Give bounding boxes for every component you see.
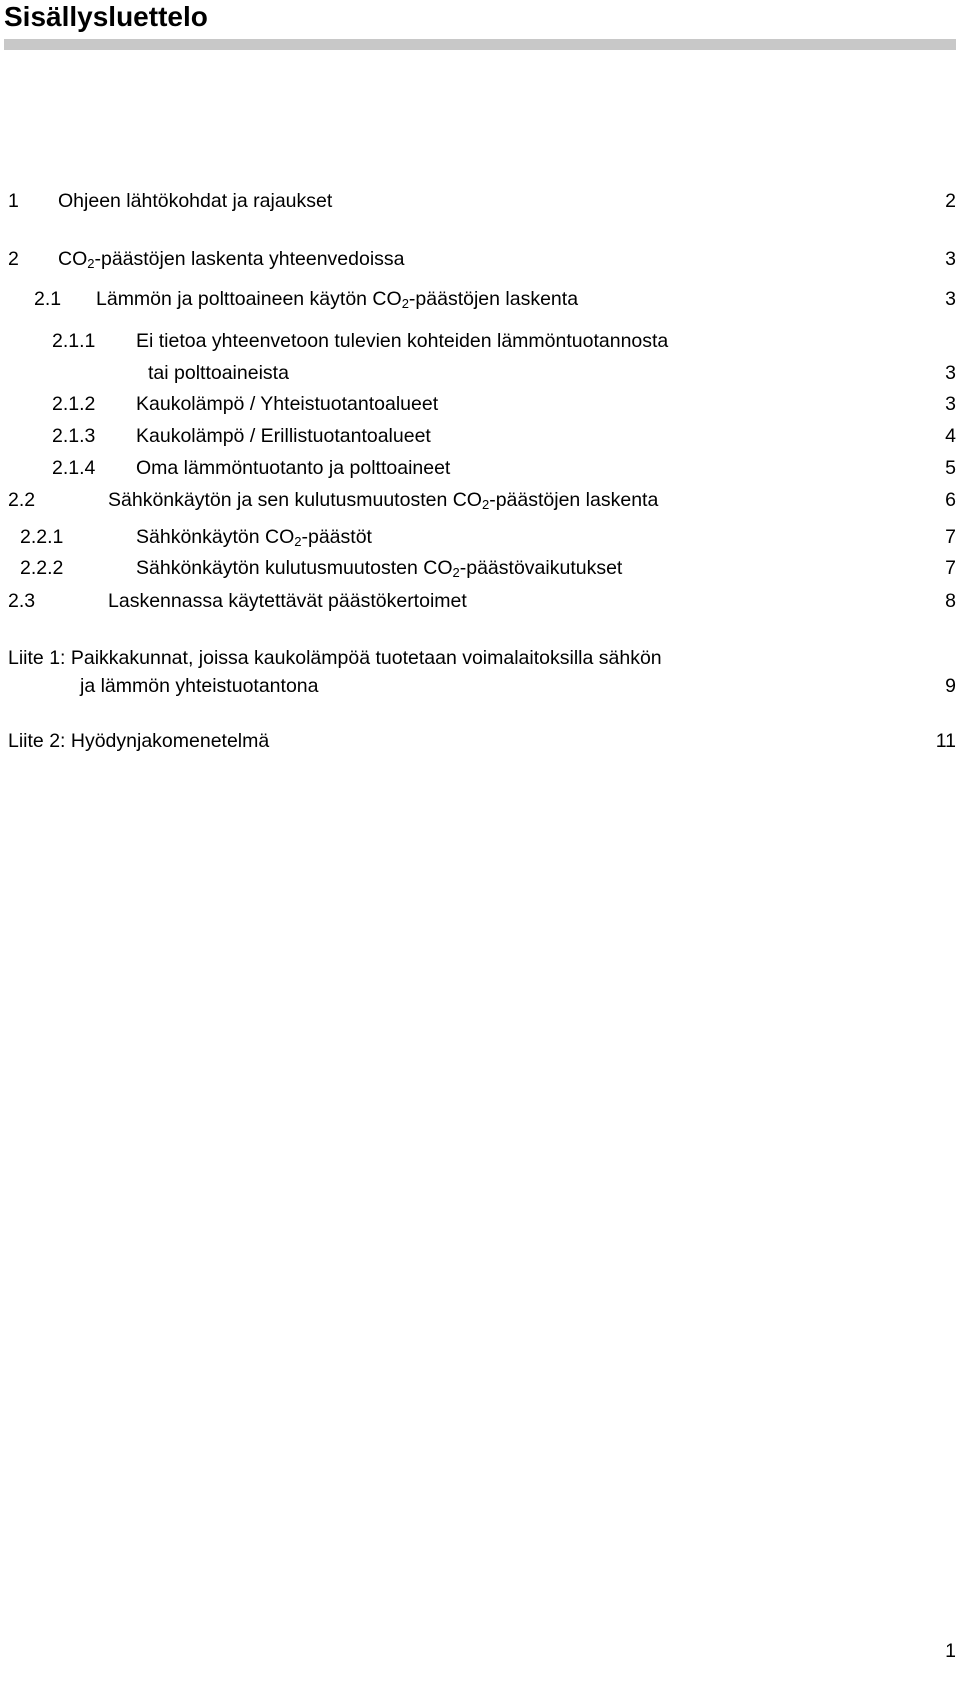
toc-entry-number: 2.1 <box>34 288 62 310</box>
toc-entry-title: Ei tietoa yhteenvetoon tulevien kohteiden lämmöntuotannosta <box>136 330 669 352</box>
toc-appendix-entry[interactable] <box>0 728 960 754</box>
toc-entry-continuation[interactable] <box>0 360 960 386</box>
title-rule <box>4 39 956 50</box>
toc-entry-number: 1 <box>8 190 19 212</box>
toc-entry-title: Sähkönkäytön $CO_2$-päästöt <box>136 526 372 549</box>
toc-entry-number: 2.1.2 <box>52 393 96 415</box>
toc-entry-title: ja lämmön yhteistuotantona <box>80 675 319 697</box>
toc-entry-page: 3 <box>945 248 956 270</box>
toc-entry[interactable] <box>0 328 960 354</box>
toc-entry-page: 3 <box>945 362 956 384</box>
toc-entry[interactable] <box>0 188 960 214</box>
toc-entry-number: 2.2.1 <box>20 526 64 548</box>
toc-entry-title: Sähkönkäytön kulutusmuutosten $CO_2$-päästövaikutukset <box>136 557 623 580</box>
page-number: 1 <box>945 1640 956 1662</box>
toc-appendix-entry-continuation[interactable] <box>0 673 960 699</box>
toc-entry-page: 4 <box>945 425 956 447</box>
toc-entry-number: 2.2 <box>8 489 36 511</box>
toc-entry-title: Kaukolämpö / Yhteistuotantoalueet <box>136 393 439 415</box>
toc-entry[interactable] <box>0 391 960 417</box>
toc-entry-number: 2.1.4 <box>52 457 96 479</box>
toc-entry-page: 8 <box>945 590 956 612</box>
toc-entry[interactable] <box>0 455 960 481</box>
toc-entry-number: 2.1.3 <box>52 425 96 447</box>
toc-entry-number: 2.2.2 <box>20 557 64 579</box>
toc-entry-title: tai polttoaineista <box>148 362 289 384</box>
toc-entry[interactable] <box>0 524 960 550</box>
toc-entry-number: 2.1.1 <box>52 330 96 352</box>
toc-entry-page: 7 <box>945 526 956 548</box>
toc-entry[interactable] <box>0 555 960 581</box>
toc-entry-number: 2.3 <box>8 590 36 612</box>
toc-entry-title: Oma lämmöntuotanto ja polttoaineet <box>136 457 451 479</box>
toc-entry-page: 3 <box>945 288 956 310</box>
toc-entry-title: Liite 2: Hyödynjakomenetelmä <box>8 730 270 752</box>
toc-entry-number: 2 <box>8 248 19 270</box>
toc-entry[interactable] <box>0 588 960 614</box>
toc-entry-page: 7 <box>945 557 956 579</box>
toc-entry-title: Kaukolämpö / Erillistuotantoalueet <box>136 425 431 447</box>
toc-entry-title: Liite 1: Paikkakunnat, joissa kaukolämpöä tuotetaan voimalaitoksilla sähkön <box>8 647 662 669</box>
toc-entry-title: Ohjeen lähtökohdat ja rajaukset <box>58 190 333 212</box>
toc-entry[interactable] <box>0 423 960 449</box>
toc-entry-title: Sähkönkäytön ja sen kulutusmuutosten $CO_2$-päästöjen laskenta <box>108 489 659 512</box>
toc-entry-page: 9 <box>945 675 956 697</box>
toc-entry[interactable] <box>0 487 960 513</box>
toc-entry-page: 6 <box>945 489 956 511</box>
toc-entry-title: Lämmön ja polttoaineen käytön $CO_2$-päästöjen laskenta <box>96 288 579 311</box>
toc-entry-page: 11 <box>935 730 956 752</box>
toc-entry-title: Laskennassa käytettävät päästökertoimet <box>108 590 467 612</box>
toc-entry-page: 5 <box>945 457 956 479</box>
toc-entry[interactable] <box>0 246 960 272</box>
toc-entry-page: 3 <box>945 393 956 415</box>
toc-entry-title: $CO_2$-päästöjen laskenta yhteenvedoissa <box>58 248 405 271</box>
toc-entry[interactable] <box>0 286 960 312</box>
toc-appendix-entry[interactable] <box>0 645 960 671</box>
page-title: Sisällysluettelo <box>4 1 208 32</box>
toc-entry-page: 2 <box>945 190 956 212</box>
